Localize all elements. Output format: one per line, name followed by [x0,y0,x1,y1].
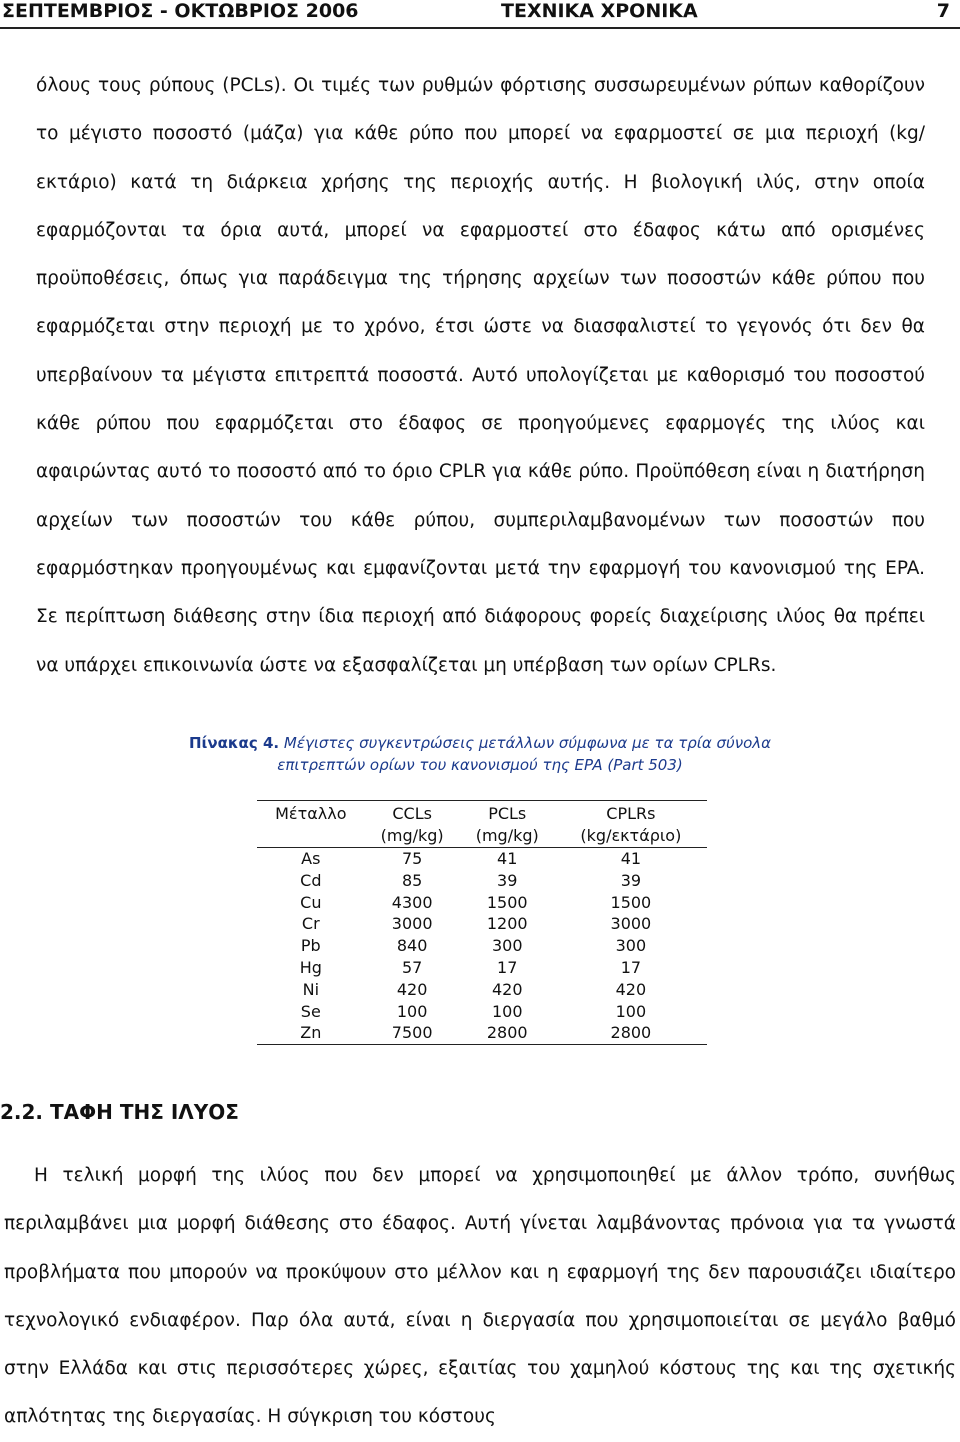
cell-cplrs: 100 [615,1001,647,1021]
cell-metal: Pb [300,936,321,956]
table-body [257,848,707,1045]
table-row [257,1001,707,1023]
col-unit-ccls: (mg/kg) [365,825,460,848]
cell-cplrs: 17 [620,957,642,977]
cell-pcls: 100 [491,1001,523,1021]
col-header-pcls: PCLs [460,801,555,826]
issue-date: ΣΕΠΤΕΜΒΡΙΟΣ - ΟΚΤΩΒΡΙΟΣ 2006 [2,0,359,22]
table-units-row [257,825,707,848]
table-row [257,1022,707,1044]
table-row [257,892,707,914]
cell-metal: Ni [302,979,320,999]
table-row [257,935,707,957]
cell-cplrs: 300 [615,936,647,956]
cell-metal: Cr [301,914,320,934]
table-header-row [257,801,707,826]
cell-pcls: 17 [497,957,518,977]
cell-metal: Cu [300,892,322,912]
col-header-ccls: CCLs [365,801,460,826]
table-caption-line2: επιτρεπτών ορίων του κανονισμού της EPA (Part 503) [277,756,683,774]
cell-ccls: 75 [401,849,423,868]
cell-metal: Se [300,1001,321,1021]
cell-metal: As [301,849,321,868]
page-number: 7 [936,0,950,22]
cell-ccls: 3000 [391,914,433,934]
cell-pcls: 2800 [460,1022,555,1044]
cell-ccls: 7500 [365,1022,460,1044]
cell-pcls: 300 [491,936,523,956]
table-row [257,957,707,979]
cell-pcls: 39 [497,870,518,890]
journal-title: ΤΕΧΝΙΚΑ ΧΡΟΝΙΚΑ [501,0,698,22]
col-unit-pcls: (mg/kg) [460,825,555,848]
table-row [257,979,707,1001]
col-unit-metal [257,825,365,848]
body-paragraph-1: όλους τους ρύπους (PCLs). Οι τιμές των ρυθμών φόρτισης συσσωρευμένων ρύπων καθορίζουν το μέγιστο ποσοστό (μάζα) για κάθε ρύπο που μπορεί να εφαρμοστεί σε μια περιοχή (kg/εκτάριο) κατά τη διάρκεια χρήσης της περιοχής αυτής. Η βιολογική ιλύς, στην οποία εφαρμόζονται τα όρια αυτά, μπορεί να εφαρμοστεί στο έδαφος κάτω από ορισμένες προϋποθέσεις, όπως για παράδειγμα της τήρησης αρχείων των ποσοστών κάθε ρύπου που εφαρμόζεται στην περιοχή με το χρόνο, έτσι ώστε να διασφαλιστεί το γεγονός ότι δεν θα υπερβαίνουν τα μέγιστα επιτρεπτά ποσοστά. Αυτό υπολογίζεται με καθορισμό του ποσοστού κάθε ρύπου που εφαρμόζεται στο έδαφος σε προηγούμενες εφαρμογές της ιλύος και αφαιρώντας αυτό το ποσοστό από το όριο CPLR για κάθε ρύπο. Προϋπόθεση είναι η διατήρηση αρχείων των ποσοστών του κάθε ρύπου, συμπεριλαμβανομένων των ποσοστών που εφαρμόστηκαν προηγουμένως και εμφανίζονται μετά την εφαρμογή του κανονισμού της EPA. Σε περίπτωση διάθεσης στην ίδια περιοχή από διάφορους φορείς διαχείρισης ιλύος θα πρέπει να υπάρχει επικοινωνία ώστε να εξασφαλίζεται μη υπέρβαση των ορίων CPLRs. [36,75,925,676]
page-header [0,0,960,26]
col-unit-cplrs: (kg/εκτάριο) [555,825,707,848]
cell-metal: Hg [299,957,322,977]
body-paragraph-2: Η τελική μορφή της ιλύος που δεν μπορεί να χρησιμοποιηθεί με άλλον τρόπο, συνήθως περιλαμβάνει μια μορφή διάθεσης στο έδαφος. Αυτή γίνεται λαμβάνοντας πρόνοια για τα γνωστά προβλήματα που μπορούν να προκύψουν στο μέλλον και η εφαρμογή της δεν παρουσιάζει ιδιαίτερο τεχνολογικό ενδιαφέρον. Παρ όλα αυτά, είναι η διεργασία που χρησιμοποιείται σε μεγάλο βαθμό στην Ελλάδα και στις περισσότερες χώρες, εξαιτίας του χαμηλού κόστους της και της σχετικής απλότητας της διεργασίας. Η σύγκριση του κόστους [4,1165,956,1428]
cell-cplrs: 2800 [555,1022,707,1044]
cell-ccls: 420 [396,979,428,999]
cell-cplrs: 420 [615,979,647,999]
col-header-metal: Μέταλλο [257,801,365,826]
cell-pcls: 420 [491,979,523,999]
cell-pcls: 1200 [486,914,528,934]
cell-ccls: 840 [396,936,428,956]
cell-cplrs: 39 [620,870,642,890]
table-caption-line1: Μέγιστες συγκεντρώσεις μετάλλων σύμφωνα με τα τρία σύνολα [283,734,772,752]
cell-metal: Zn [257,1022,365,1044]
metals-table [257,800,707,1045]
section-title: 2.2. ΤΑΦΗ ΤΗΣ ΙΛΥΟΣ [0,1100,239,1124]
col-header-cplrs: CPLRs [555,801,707,826]
cell-pcls: 41 [497,849,518,868]
cell-cplrs: 1500 [610,892,652,912]
cell-cplrs: 3000 [610,914,652,934]
cell-ccls: 85 [401,870,423,890]
cell-ccls: 57 [401,957,423,977]
table-row [257,848,707,870]
cell-metal: Cd [300,870,322,890]
cell-cplrs: 41 [620,849,642,868]
table-caption [130,732,830,776]
cell-ccls: 100 [396,1001,428,1021]
table-caption-label: Πίνακας 4. [188,734,280,752]
header-rule [0,27,960,29]
table-row [257,870,707,892]
table-row [257,913,707,935]
cell-ccls: 4300 [391,892,433,912]
cell-pcls: 1500 [486,892,528,912]
